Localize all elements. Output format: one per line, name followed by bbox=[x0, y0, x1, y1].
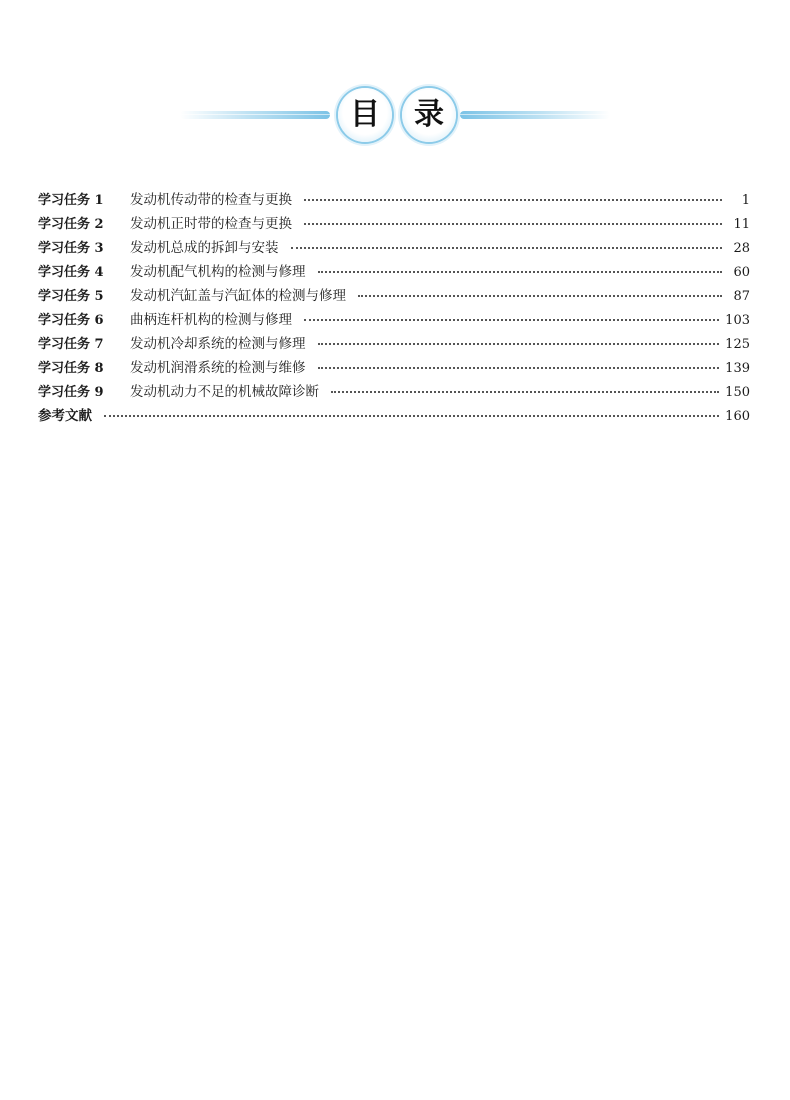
heading-char-badge-1 bbox=[338, 88, 392, 142]
toc-entry[interactable] bbox=[38, 356, 750, 380]
toc-entry[interactable] bbox=[38, 260, 750, 284]
toc-entry-page: 139 bbox=[725, 361, 750, 376]
toc-entry-label: 学习任务 5 bbox=[38, 289, 104, 304]
toc-entry-page: 28 bbox=[733, 241, 750, 256]
heading-char-badge-2 bbox=[402, 88, 456, 142]
toc-entry-label: 学习任务 3 bbox=[38, 241, 104, 256]
toc-list bbox=[38, 188, 750, 428]
dot-leader bbox=[318, 343, 720, 345]
dot-leader bbox=[318, 271, 723, 273]
dot-leader bbox=[358, 295, 722, 297]
toc-entry-label: 学习任务 4 bbox=[38, 265, 104, 280]
dot-leader bbox=[291, 247, 723, 249]
toc-entry-page: 60 bbox=[733, 265, 750, 280]
toc-entry[interactable] bbox=[38, 308, 750, 332]
toc-entry-label: 学习任务 9 bbox=[38, 385, 104, 400]
toc-entry-label: 学习任务 1 bbox=[38, 193, 104, 208]
toc-entry[interactable] bbox=[38, 188, 750, 212]
toc-entry-page: 1 bbox=[741, 193, 750, 208]
dot-leader bbox=[104, 415, 719, 417]
toc-entry-title[interactable]: 发动机正时带的检查与更换 bbox=[130, 216, 292, 232]
toc-entry-title[interactable]: 发动机动力不足的机械故障诊断 bbox=[130, 384, 319, 400]
toc-entry-page: 103 bbox=[725, 313, 750, 328]
dot-leader bbox=[304, 199, 722, 201]
references-label[interactable]: 参考文献 bbox=[38, 408, 92, 424]
toc-entry[interactable] bbox=[38, 380, 750, 404]
toc-heading bbox=[180, 84, 610, 146]
toc-entry-title[interactable]: 发动机润滑系统的检测与维修 bbox=[130, 360, 306, 376]
toc-entry-label: 学习任务 7 bbox=[38, 337, 104, 352]
toc-entry-title[interactable]: 发动机传动带的检查与更换 bbox=[130, 192, 292, 208]
heading-char-2: 录 bbox=[414, 97, 444, 132]
toc-entry[interactable] bbox=[38, 236, 750, 260]
toc-entry-page: 125 bbox=[725, 337, 750, 352]
dot-leader bbox=[304, 223, 722, 225]
toc-entry-title[interactable]: 发动机汽缸盖与汽缸体的检测与修理 bbox=[130, 288, 346, 304]
heading-decor-line-left bbox=[180, 111, 330, 119]
toc-entry-label: 学习任务 8 bbox=[38, 361, 104, 376]
references-page: 160 bbox=[725, 409, 750, 424]
toc-entry[interactable] bbox=[38, 332, 750, 356]
toc-entry-page: 87 bbox=[733, 289, 750, 304]
dot-leader bbox=[304, 319, 719, 321]
toc-entry[interactable] bbox=[38, 284, 750, 308]
toc-entry-page: 11 bbox=[733, 217, 750, 232]
toc-entry-references[interactable] bbox=[38, 404, 750, 428]
toc-entry-title[interactable]: 发动机总成的拆卸与安装 bbox=[130, 240, 279, 256]
heading-decor-line-right bbox=[460, 111, 610, 119]
dot-leader bbox=[318, 367, 720, 369]
toc-entry[interactable] bbox=[38, 212, 750, 236]
dot-leader bbox=[331, 391, 719, 393]
toc-entry-page: 150 bbox=[725, 385, 750, 400]
toc-entry-title[interactable]: 曲柄连杆机构的检测与修理 bbox=[130, 312, 292, 328]
toc-entry-title[interactable]: 发动机冷却系统的检测与修理 bbox=[130, 336, 306, 352]
toc-entry-label: 学习任务 2 bbox=[38, 217, 104, 232]
toc-entry-title[interactable]: 发动机配气机构的检测与修理 bbox=[130, 264, 306, 280]
toc-entry-label: 学习任务 6 bbox=[38, 313, 104, 328]
heading-char-1: 目 bbox=[350, 97, 380, 132]
